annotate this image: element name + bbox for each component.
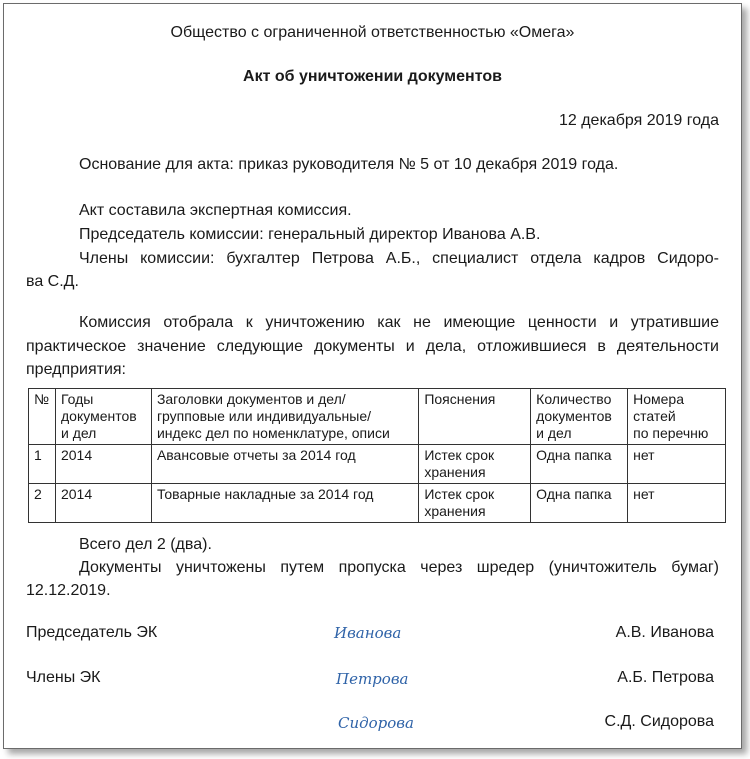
commission-composed: Акт составила экспертная комиссия.	[79, 202, 352, 219]
member2-name: С.Д. Сидорова	[604, 713, 714, 730]
col-header-number: №	[29, 389, 56, 445]
commission-members-line1: Члены комиссии: бухгалтер Петрова А.Б., специалист отдела кадров Сидоро-	[79, 250, 719, 267]
member2-signature: Сидорова	[338, 714, 414, 732]
table-row	[29, 484, 726, 523]
chair-label: Председатель ЭК	[26, 624, 158, 641]
commission-members-line2: ва С.Д.	[26, 273, 79, 290]
member1-signature: Петрова	[336, 670, 409, 688]
organization-name: Общество с ограниченной ответственностью «Омега»	[170, 24, 575, 41]
commission-chairman: Председатель комиссии: генеральный директор Иванова А.В.	[79, 226, 541, 243]
basis-paragraph: Основание для акта: приказ руководителя № 5 от 10 декабря 2019 года.	[79, 156, 619, 173]
cell-article: нет	[628, 445, 726, 484]
cell-quantity: Одна папка	[531, 484, 628, 523]
document-sheet	[3, 3, 742, 749]
table-row	[29, 445, 726, 484]
cell-year: 2014	[55, 445, 151, 484]
col-header-years: Годы документов и дел	[55, 389, 151, 445]
table-header-row	[29, 389, 726, 445]
cell-year: 2014	[55, 484, 151, 523]
document-date: 12 декабря 2019 года	[558, 112, 719, 129]
document-title: Акт об уничтожении документов	[243, 68, 502, 85]
cell-article: нет	[628, 484, 726, 523]
destroyed-line2: 12.12.2019.	[26, 582, 111, 599]
cell-note: Истек срок хранения	[419, 445, 531, 484]
chair-name: А.В. Иванова	[615, 624, 714, 641]
col-header-quantity: Количество документов и дел	[531, 389, 628, 445]
cell-number: 2	[29, 484, 56, 523]
col-header-articles: Номера статей по перечню	[628, 389, 726, 445]
cell-number: 1	[29, 445, 56, 484]
col-header-titles: Заголовки документов и дел/ групповые или индивидуальные/ индекс дел по номенклатуре, описи	[151, 389, 418, 445]
total-count: Всего дел 2 (два).	[79, 536, 212, 553]
destroyed-line1: Документы уничтожены путем пропуска через шредер (уничтожитель бумаг)	[79, 559, 719, 576]
members-label: Члены ЭК	[26, 669, 101, 686]
cell-quantity: Одна папка	[531, 445, 628, 484]
chair-signature: Иванова	[334, 624, 402, 642]
selection-line3: предприятия:	[26, 361, 126, 378]
cell-note: Истек срок хранения	[419, 484, 531, 523]
cell-title: Авансовые отчеты за 2014 год	[151, 445, 418, 484]
cell-title: Товарные накладные за 2014 год	[151, 484, 418, 523]
col-header-notes: Пояснения	[419, 389, 531, 445]
member1-name: А.Б. Петрова	[617, 669, 714, 686]
selection-line2: практическое значение следующие документы и дела, отложившиеся в деятельности	[26, 338, 719, 355]
documents-table	[28, 388, 726, 523]
selection-line1: Комиссия отобрала к уничтожению как не имеющие ценности и утратившие	[79, 314, 719, 331]
